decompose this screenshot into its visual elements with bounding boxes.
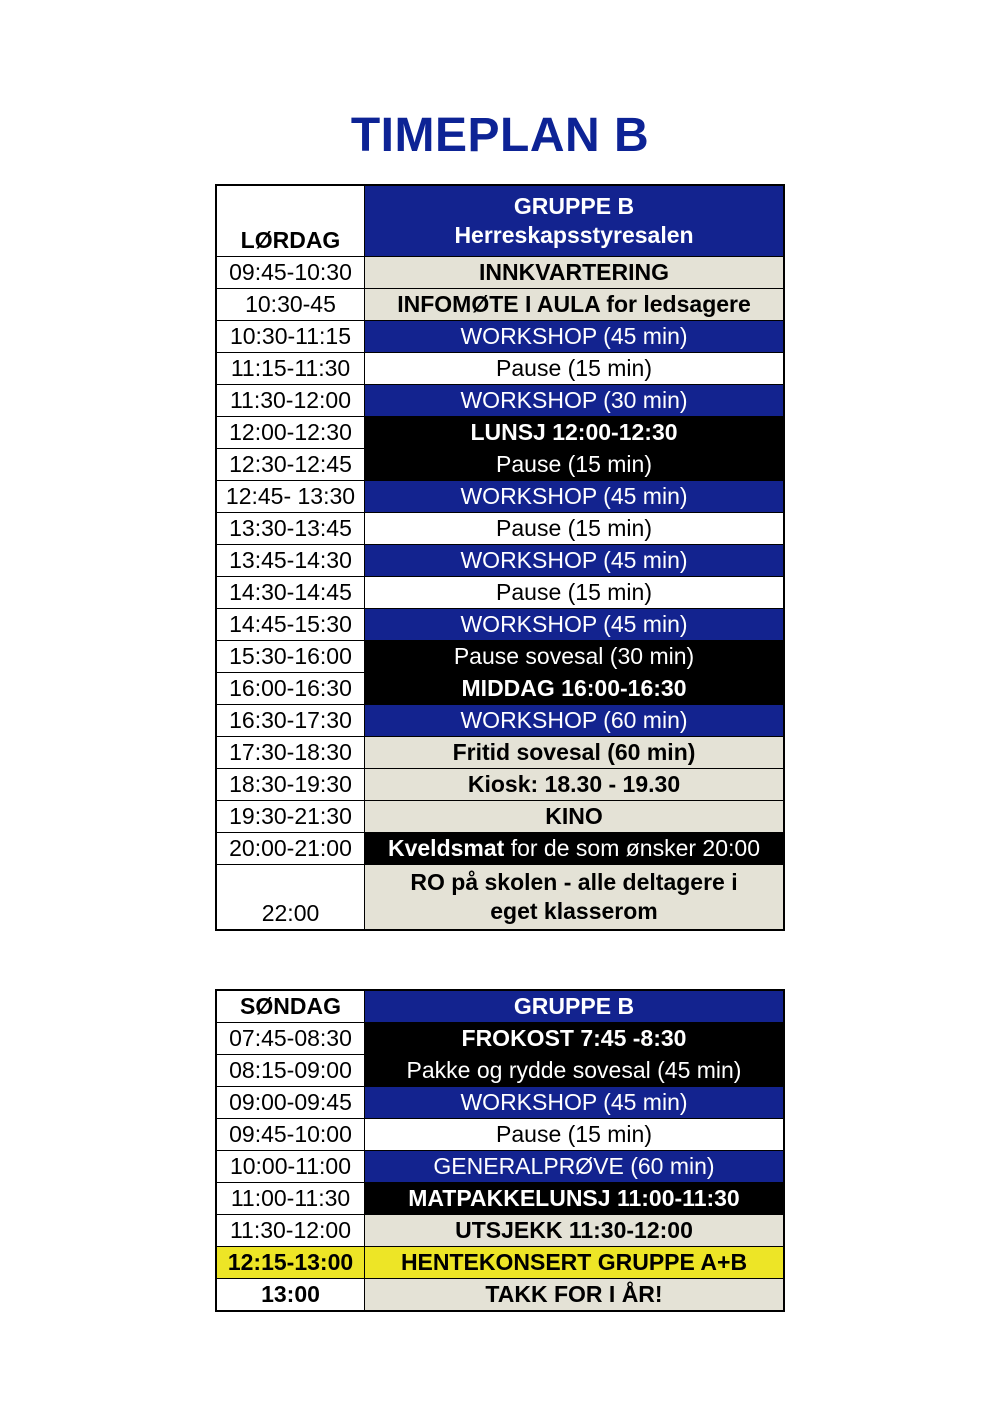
table-row [216, 1119, 784, 1151]
time-cell: 08:15-09:00 [216, 1055, 365, 1087]
event-cell: Pause sovesal (30 min) [365, 641, 785, 673]
event-cell: WORKSHOP (60 min) [365, 705, 785, 737]
time-cell: 11:00-11:30 [216, 1183, 365, 1215]
event-cell: LUNSJ 12:00-12:30 [365, 417, 785, 449]
group-name: GRUPPE B [513, 193, 635, 220]
event-cell: WORKSHOP (45 min) [365, 481, 785, 513]
time-cell: 12:45- 13:30 [216, 481, 365, 513]
event-cell: WORKSHOP (45 min) [365, 321, 785, 353]
event-cell: HENTEKONSERT GRUPPE A+B [365, 1247, 785, 1279]
event-line-1: RO på skolen - alle deltagere i [410, 869, 738, 896]
sunday-rows [216, 1023, 784, 1312]
saturday-schedule-table [215, 184, 785, 931]
table-row [216, 769, 784, 801]
saturday-rows [216, 257, 784, 833]
event-cell: WORKSHOP (45 min) [365, 1087, 785, 1119]
event-cell: Kiosk: 18.30 - 19.30 [365, 769, 785, 801]
event-cell: WORKSHOP (45 min) [365, 545, 785, 577]
table-row [216, 1247, 784, 1279]
event-cell: Pause (15 min) [365, 353, 785, 385]
event-cell: Pakke og rydde sovesal (45 min) [365, 1055, 785, 1087]
event-cell: Pause (15 min) [365, 577, 785, 609]
event-cell: MATPAKKELUNSJ 11:00-11:30 [365, 1183, 785, 1215]
saturday-header-row [216, 185, 784, 257]
time-cell: 09:00-09:45 [216, 1087, 365, 1119]
time-cell: 10:30-11:15 [216, 321, 365, 353]
table-row [216, 705, 784, 737]
table-row [216, 1279, 784, 1312]
table-row [216, 1183, 784, 1215]
table-row [216, 833, 784, 865]
time-cell: 11:30-12:00 [216, 1215, 365, 1247]
table-row [216, 1215, 784, 1247]
table-row [216, 865, 784, 931]
time-cell: 10:30-45 [216, 289, 365, 321]
room-name: Herreskapsstyresalen [454, 222, 694, 248]
time-cell: 12:30-12:45 [216, 449, 365, 481]
table-row [216, 577, 784, 609]
time-cell: 22:00 [216, 865, 365, 931]
time-cell: 07:45-08:30 [216, 1023, 365, 1055]
event-cell: Fritid sovesal (60 min) [365, 737, 785, 769]
table-row [216, 673, 784, 705]
event-cell: WORKSHOP (30 min) [365, 385, 785, 417]
table-row [216, 257, 784, 289]
event-cell: KINO [365, 801, 785, 833]
table-row [216, 449, 784, 481]
day-label: LØRDAG [216, 185, 365, 257]
event-line-2: eget klasserom [490, 898, 658, 924]
table-row [216, 1151, 784, 1183]
time-cell: 18:30-19:30 [216, 769, 365, 801]
time-cell: 12:00-12:30 [216, 417, 365, 449]
time-cell: 09:45-10:00 [216, 1119, 365, 1151]
table-row [216, 321, 784, 353]
time-cell: 17:30-18:30 [216, 737, 365, 769]
event-cell [365, 833, 785, 865]
event-text: for de som ønsker 20:00 [504, 835, 760, 861]
table-row [216, 353, 784, 385]
table-row [216, 1087, 784, 1119]
table-row [216, 737, 784, 769]
group-header: GRUPPE B [365, 990, 785, 1023]
table-row [216, 481, 784, 513]
table-row [216, 545, 784, 577]
event-cell: UTSJEKK 11:30-12:00 [365, 1215, 785, 1247]
table-row [216, 385, 784, 417]
time-cell: 13:30-13:45 [216, 513, 365, 545]
time-cell: 09:45-10:30 [216, 257, 365, 289]
time-cell: 19:30-21:30 [216, 801, 365, 833]
table-row [216, 1023, 784, 1055]
table-row [216, 1055, 784, 1087]
sunday-header-row [216, 990, 784, 1023]
time-cell: 11:15-11:30 [216, 353, 365, 385]
time-cell: 14:45-15:30 [216, 609, 365, 641]
event-cell: Pause (15 min) [365, 513, 785, 545]
time-cell: 20:00-21:00 [216, 833, 365, 865]
time-cell: 16:00-16:30 [216, 673, 365, 705]
event-cell [365, 865, 785, 931]
time-cell: 14:30-14:45 [216, 577, 365, 609]
table-row [216, 609, 784, 641]
table-row [216, 417, 784, 449]
sunday-schedule-table [215, 989, 785, 1312]
time-cell: 16:30-17:30 [216, 705, 365, 737]
event-cell: Pause (15 min) [365, 1119, 785, 1151]
page-title: TIMEPLAN B [350, 109, 650, 162]
event-cell: MIDDAG 16:00-16:30 [365, 673, 785, 705]
day-label: SØNDAG [216, 990, 365, 1023]
event-bold-text: Kveldsmat [387, 835, 505, 861]
event-cell: INFOMØTE I AULA for ledsagere [365, 289, 785, 321]
table-row [216, 513, 784, 545]
time-cell: 12:15-13:00 [216, 1247, 365, 1279]
event-cell: Pause (15 min) [365, 449, 785, 481]
event-cell: INNKVARTERING [365, 257, 785, 289]
time-cell: 13:00 [216, 1279, 365, 1312]
time-cell: 15:30-16:00 [216, 641, 365, 673]
table-row [216, 289, 784, 321]
time-cell: 11:30-12:00 [216, 385, 365, 417]
table-row [216, 801, 784, 833]
group-header [365, 185, 785, 257]
time-cell: 10:00-11:00 [216, 1151, 365, 1183]
table-row [216, 641, 784, 673]
event-cell: FROKOST 7:45 -8:30 [365, 1023, 785, 1055]
event-cell: GENERALPRØVE (60 min) [365, 1151, 785, 1183]
time-cell: 13:45-14:30 [216, 545, 365, 577]
event-cell: TAKK FOR I ÅR! [365, 1279, 785, 1312]
event-cell: WORKSHOP (45 min) [365, 609, 785, 641]
